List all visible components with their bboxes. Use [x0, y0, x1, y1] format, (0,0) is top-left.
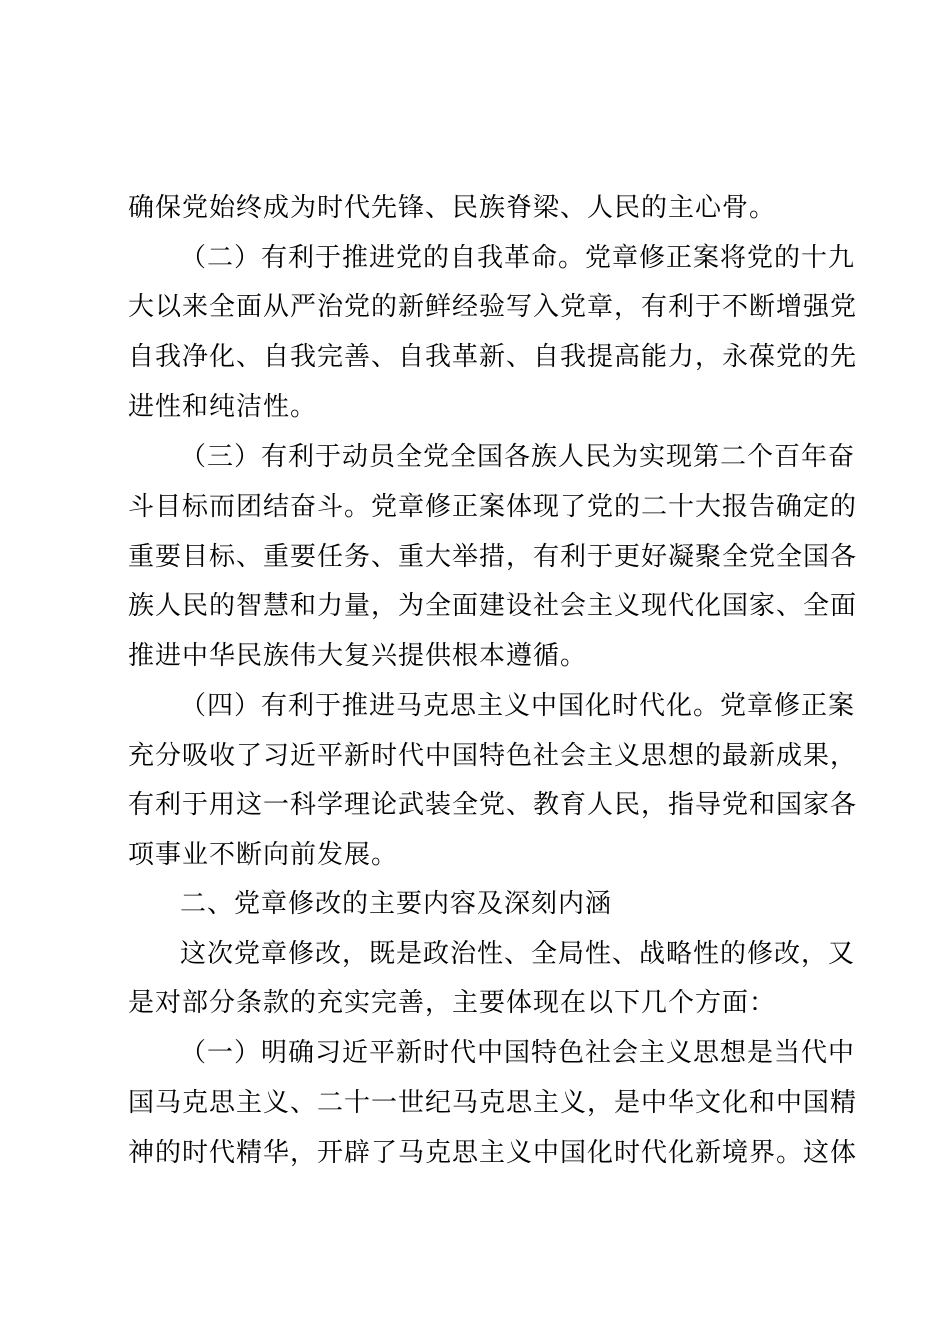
section-heading: 二、党章修改的主要内容及深刻内涵: [180, 889, 613, 919]
text-line: 斗目标而团结奋斗。党章修正案体现了党的二十大报告确定的: [128, 492, 858, 522]
text-line: 国马克思主义、二十一世纪马克思主义，是中华文化和中国精: [128, 1088, 858, 1118]
paragraph-heading: （四）有利于推进马克思主义中国化时代化。党章修正案: [180, 691, 856, 721]
text-line: 族人民的智慧和力量，为全面建设社会主义现代化国家、全面: [128, 591, 858, 621]
text-line: 确保党始终成为时代先锋、民族脊梁、人民的主心骨。: [128, 193, 777, 223]
paragraph-heading: （二）有利于推进党的自我革命。党章修正案将党的十九: [180, 243, 856, 273]
text-line: 推进中华民族伟大复兴提供根本遵循。: [128, 641, 588, 671]
text-line: 进性和纯洁性。: [128, 392, 318, 422]
text-line: 神的时代精华，开辟了马克思主义中国化时代化新境界。这体: [128, 1138, 858, 1168]
text-line: 有利于用这一科学理论武装全党、教育人民，指导党和国家各: [128, 790, 858, 820]
text-line: 项事业不断向前发展。: [128, 840, 399, 870]
text-line: 大以来全面从严治党的新鲜经验写入党章，有利于不断增强党: [128, 292, 858, 322]
text-line: 自我净化、自我完善、自我革新、自我提高能力，永葆党的先: [128, 342, 858, 372]
text-line: 是对部分条款的充实完善，主要体现在以下几个方面：: [128, 988, 777, 1018]
text-line: 重要目标、重要任务、重大举措，有利于更好凝聚全党全国各: [128, 542, 858, 572]
paragraph-heading: （一）明确习近平新时代中国特色社会主义思想是当代中: [180, 1038, 856, 1068]
text-line: 充分吸收了习近平新时代中国特色社会主义思想的最新成果，: [128, 741, 858, 771]
paragraph-start: 这次党章修改，既是政治性、全局性、战略性的修改，又: [180, 939, 856, 969]
paragraph-heading: （三）有利于动员全党全国各族人民为实现第二个百年奋: [180, 442, 856, 472]
